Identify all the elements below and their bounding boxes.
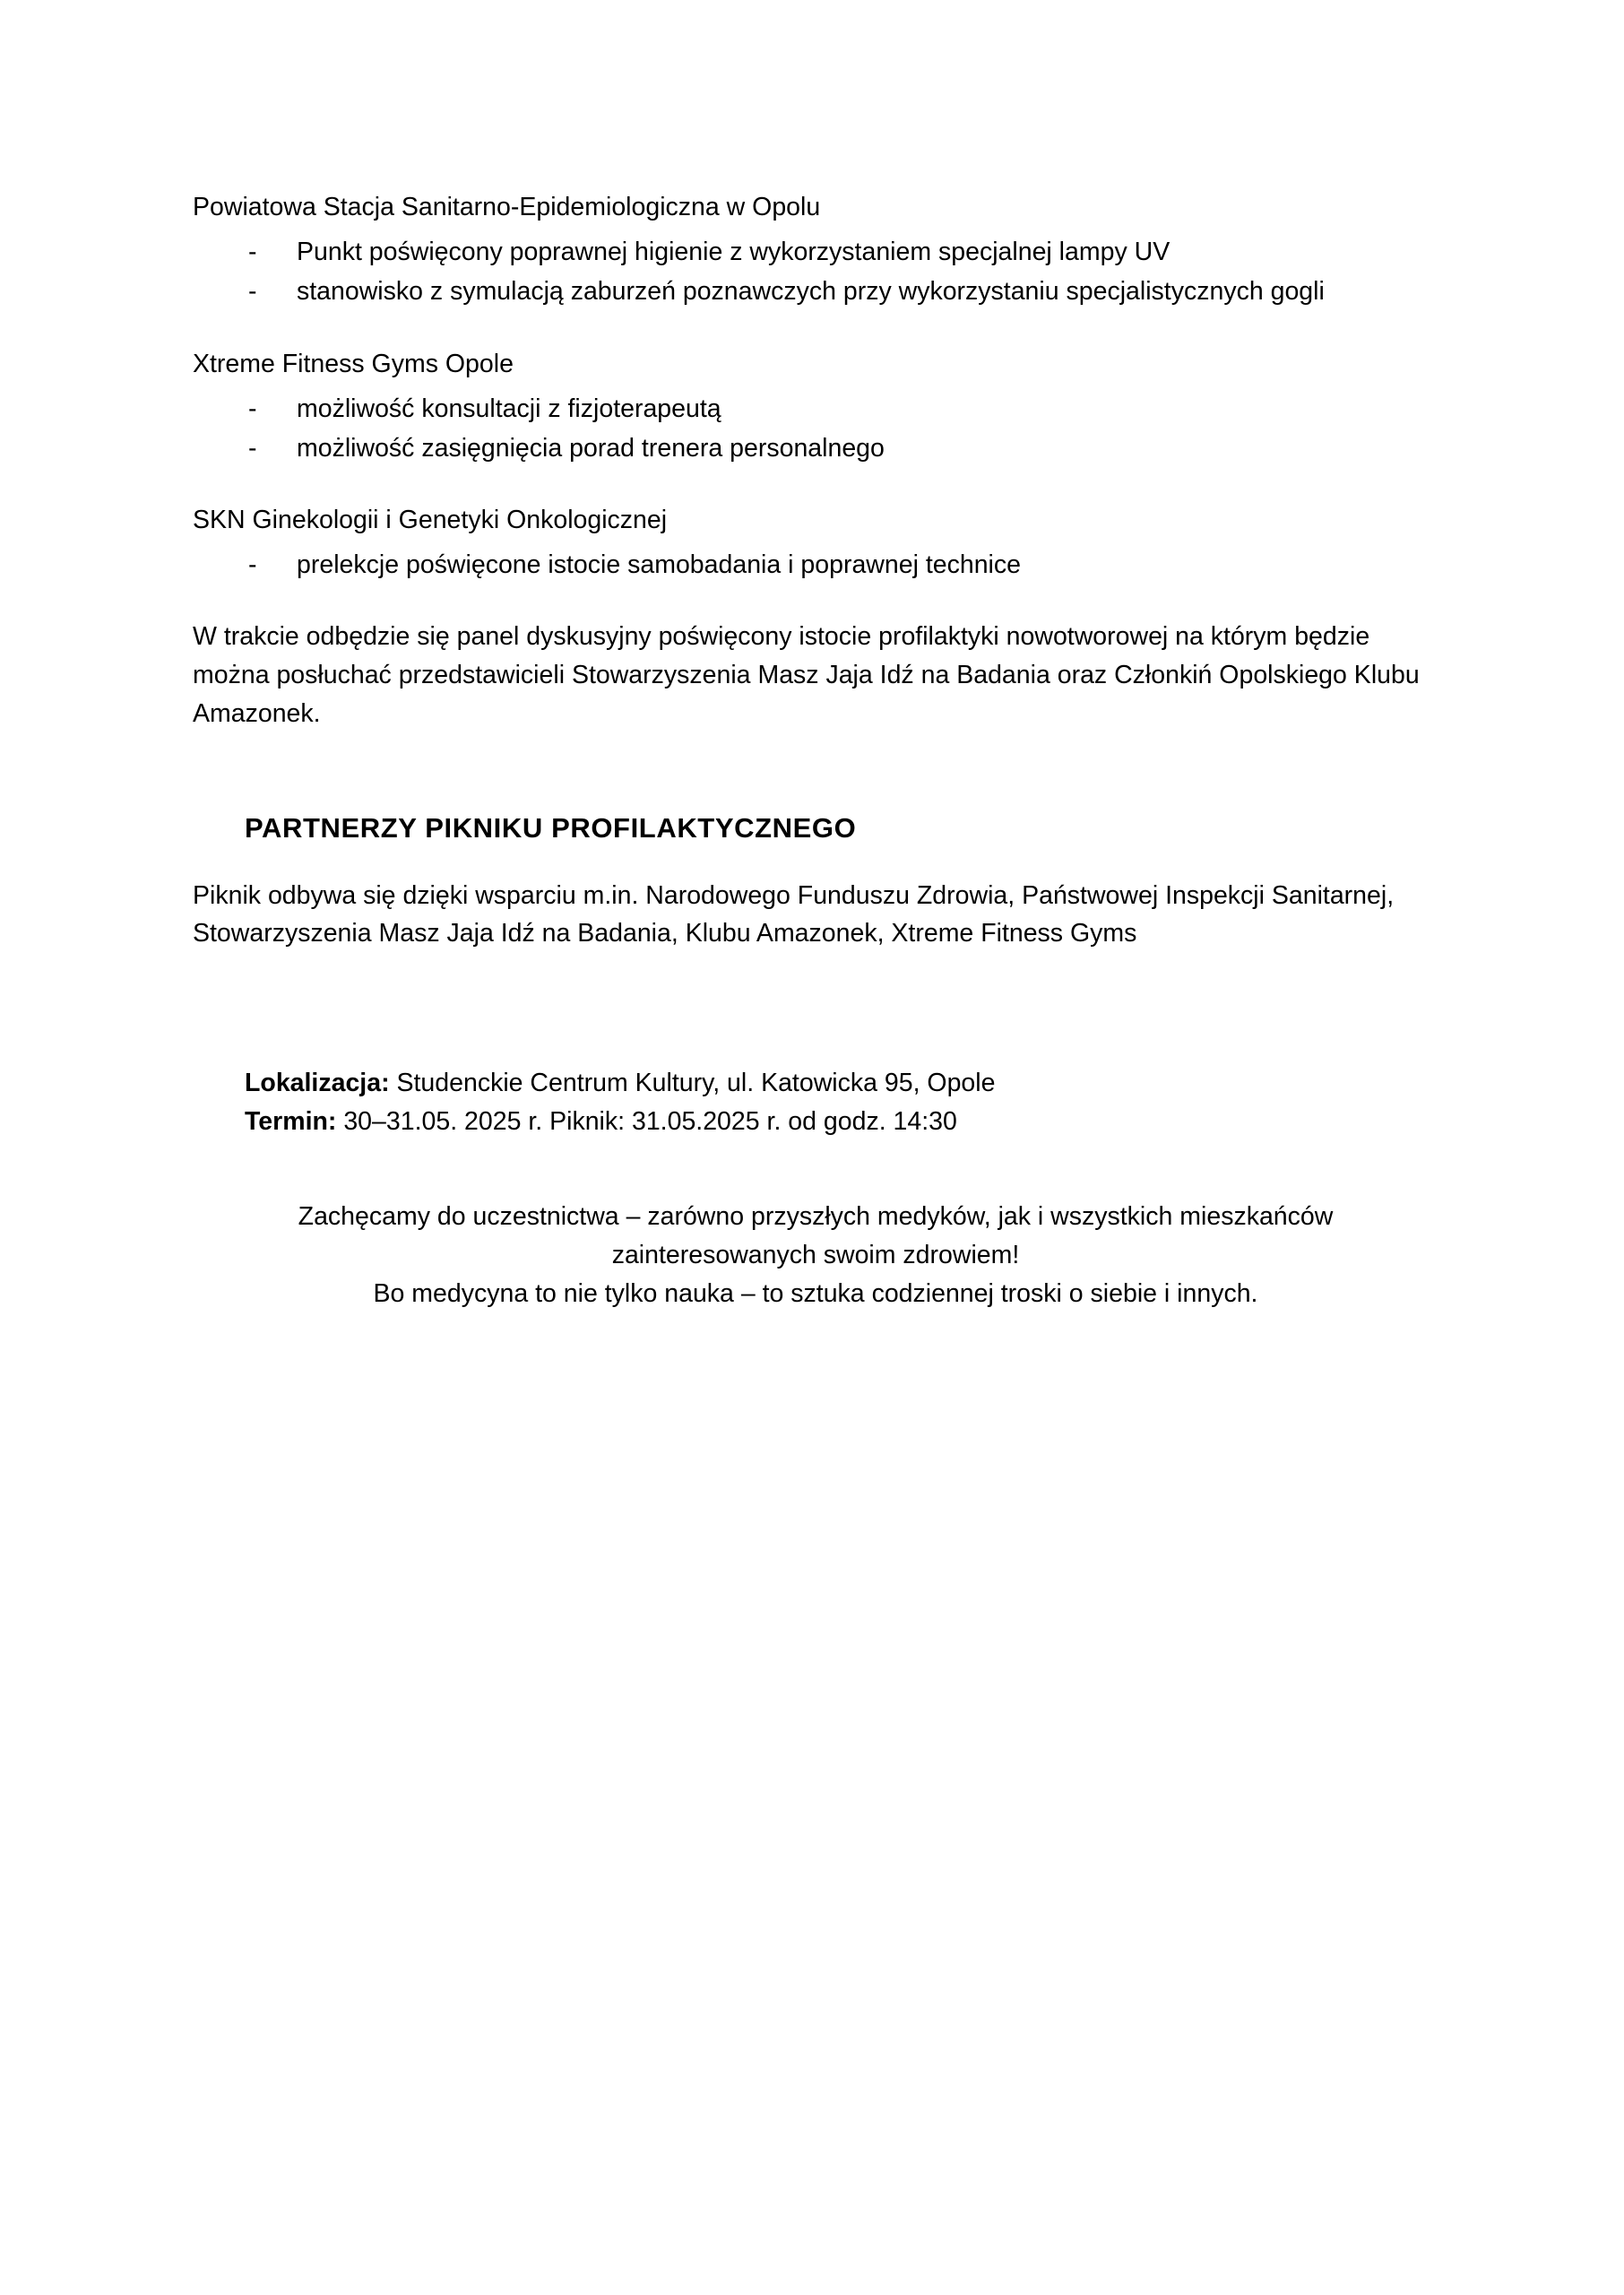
organization-heading: Xtreme Fitness Gyms Opole <box>193 349 514 378</box>
location-value: Studenckie Centrum Kultury, ul. Katowicka 95, Opole <box>396 1069 996 1098</box>
document-body <box>193 188 1438 1314</box>
event-details <box>245 1064 1438 1142</box>
list-item-text: prelekcje poświęcone istocie samobadania i poprawnej technice <box>297 550 1021 580</box>
closing-block <box>193 1198 1438 1314</box>
bullet-marker-icon: - <box>248 550 257 580</box>
partners-paragraph: Piknik odbywa się dzięki wsparciu m.in. Narodowego Funduszu Zdrowia, Państwowej Inspekcji Sanitarnej, Stowarzyszenia Masz Jaja Idź na Badania, Klubu Amazonek, Xtreme Fitness Gyms <box>193 880 1395 948</box>
bullet-marker-icon: - <box>248 238 257 267</box>
organization-heading: Powiatowa Stacja Sanitarno-Epidemiologiczna w Opolu <box>193 193 821 221</box>
location-line <box>245 1064 1438 1103</box>
bullet-list <box>193 546 1438 584</box>
list-item-text: możliwość konsultacji z fizjoterapeutą <box>297 394 721 423</box>
partners-title: PARTNERZY PIKNIKU PROFILAKTYCZNEGO <box>245 811 857 844</box>
list-item <box>193 546 1438 584</box>
list-item-text: stanowisko z symulacją zaburzeń poznawczych przy wykorzystaniu specjalistycznych gogli <box>297 277 1325 307</box>
panel-paragraph: W trakcie odbędzie się panel dyskusyjny poświęcony istocie profilaktyki nowotworowej na którym będzie można posłuchać przedstawicieli Stowarzyszenia Masz Jaja Idź na Badania oraz Członkiń Opolskiego Klubu Amazonek. <box>193 622 1420 728</box>
spacer <box>193 585 1438 618</box>
bullet-list <box>193 233 1438 310</box>
bullet-list <box>193 390 1438 467</box>
closing-line: Zachęcamy do uczestnictwa – zarówno przyszłych medyków, jak i wszystkich mieszkańców <box>298 1201 1334 1231</box>
bullet-marker-icon: - <box>248 277 257 307</box>
bullet-marker-icon: - <box>248 394 257 423</box>
spacer <box>193 844 1438 877</box>
spacer <box>193 953 1438 1032</box>
list-item-text: Punkt poświęcony poprawnej higienie z wykorzystaniem specjalnej lampy UV <box>297 238 1170 267</box>
closing-line: Bo medycyna to nie tylko nauka – to sztuka codziennej troski o siebie i innych. <box>373 1279 1258 1309</box>
location-label: Lokalizacja: <box>245 1069 390 1098</box>
spacer <box>193 1032 1438 1064</box>
list-item <box>193 429 1438 467</box>
spacer <box>193 469 1438 501</box>
list-item <box>193 390 1438 428</box>
spacer <box>193 313 1438 345</box>
spacer <box>193 733 1438 812</box>
spacer <box>193 1142 1438 1198</box>
date-label: Termin: <box>245 1107 337 1137</box>
list-item <box>193 273 1438 310</box>
date-line <box>245 1103 1438 1141</box>
list-item <box>193 233 1438 271</box>
organization-heading: SKN Ginekologii i Genetyki Onkologicznej <box>193 506 668 535</box>
date-value: 30–31.05. 2025 r. Piknik: 31.05.2025 r. od godz. 14:30 <box>343 1107 957 1137</box>
closing-line: zainteresowanych swoim zdrowiem! <box>611 1241 1020 1270</box>
list-item-text: możliwość zasięgnięcia porad trenera personalnego <box>297 433 885 463</box>
bullet-marker-icon: - <box>248 433 257 463</box>
